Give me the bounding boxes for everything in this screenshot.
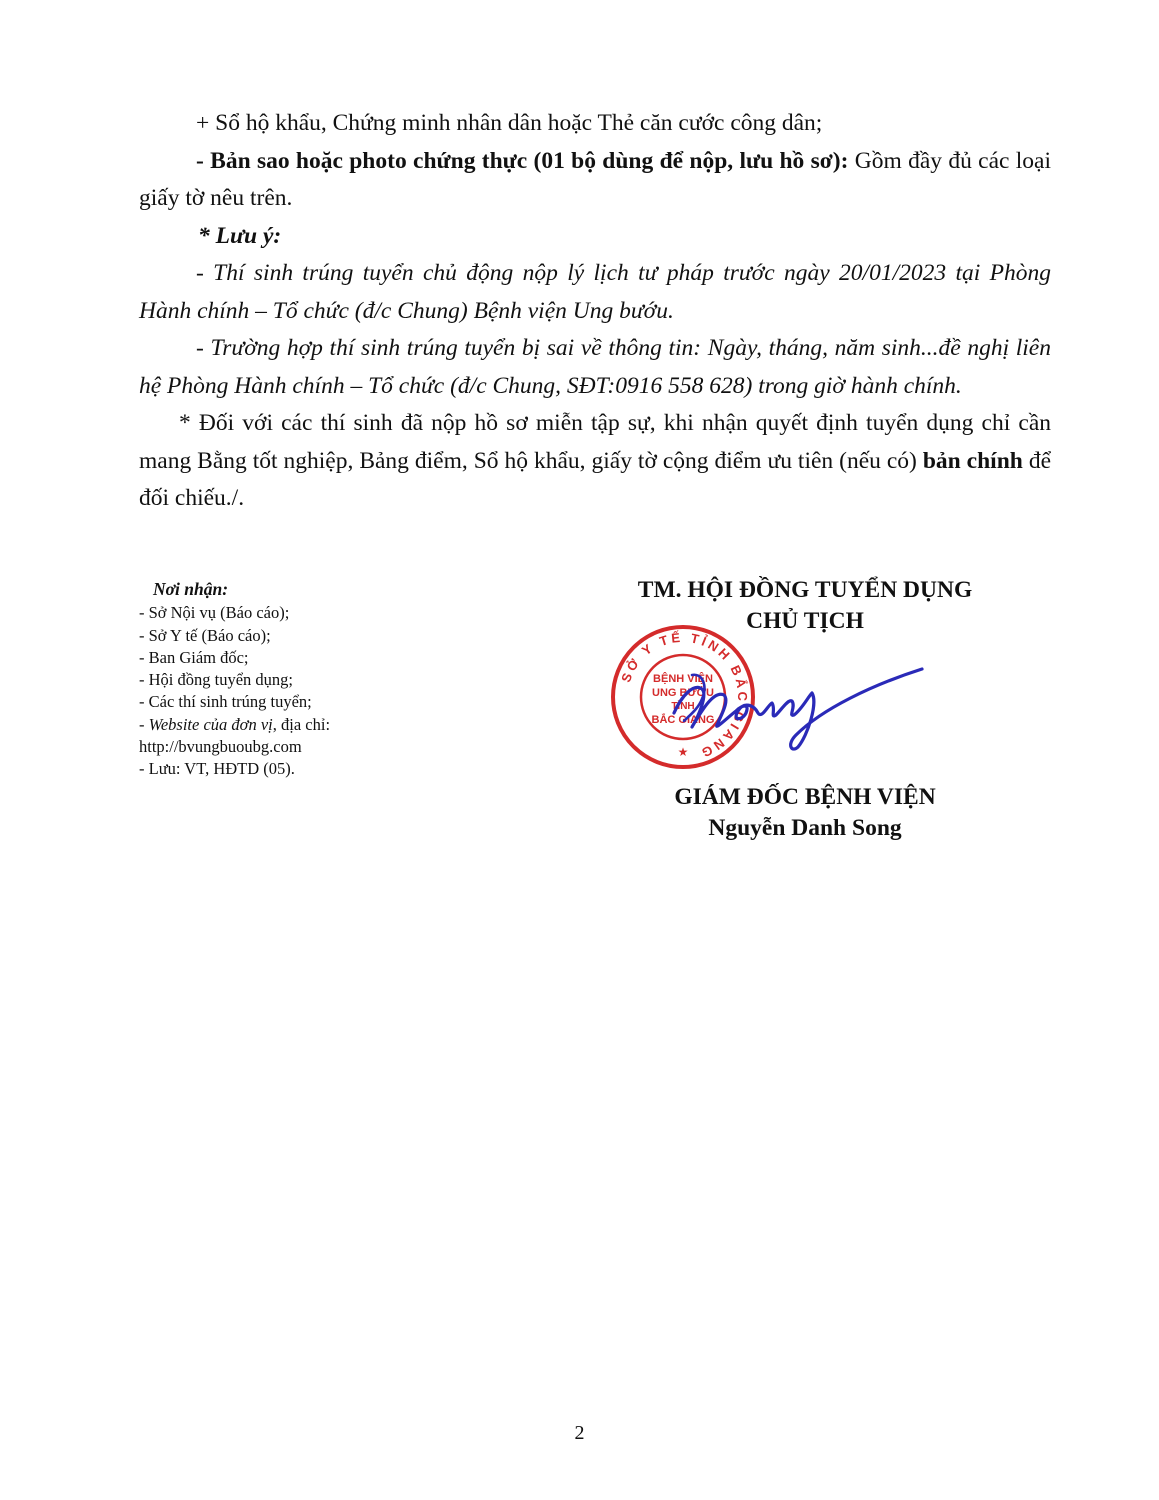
document-body [139, 105, 1051, 518]
note-heading: * Lưu ý: [198, 222, 282, 249]
seal-star-icon: ★ [677, 745, 689, 759]
recipient-item: - Hội đồng tuyển dụng; [139, 670, 293, 690]
note-item-1: - Thí sinh trúng tuyển chủ động nộp lý lịch tư pháp trước ngày 20/01/2023 tại Phòng Hành chính – Tổ chức (đ/c Chung) Bệnh viện Ung bướu. [139, 260, 1051, 324]
exempt-text-1: * Đối với các thí sinh đã nộp hồ sơ miễn tập sự, khi nhận quyết định tuyển dụng chỉ cần mang Bằng tốt nghiệp, Bảng điểm, Sổ hộ khẩu, giấy tờ cộng điểm ưu tiên (nếu có) [139, 410, 1051, 474]
director-block [560, 782, 1050, 844]
copies-rest-text: Gồm đầy đủ các loại giấy tờ nêu trên. [139, 147, 1051, 211]
director-name: Nguyễn Danh Song [708, 815, 902, 841]
signature-stroke [674, 669, 922, 749]
seal-line-1: BỆNH VIỆN [653, 673, 713, 685]
recipient-item: - Ban Giám đốc; [139, 647, 249, 667]
recipient-item: - Sở Nội vụ (Báo cáo); [139, 603, 290, 623]
paragraph-exempt [139, 405, 1051, 518]
paragraph-household [139, 105, 1051, 143]
recipient-item: - Các thí sinh trúng tuyển; [139, 692, 312, 712]
recipient-website [139, 714, 459, 736]
seal-ring-path-text: SỞ Y TẾ TỈNH BẮC GIANG [618, 629, 751, 762]
page-number: 2 [574, 1422, 585, 1444]
website-prefix: - [139, 714, 149, 734]
director-title: GIÁM ĐỐC BỆNH VIỆN [674, 784, 936, 810]
council-title: TM. HỘI ĐỒNG TUYỂN DỤNG [637, 577, 973, 603]
copies-bold-text: - Bản sao hoặc photo chứng thực (01 bộ dùng để nộp, lưu hồ sơ): [196, 147, 849, 174]
recipient-archive: - Lưu: VT, HĐTD (05). [139, 759, 295, 779]
seal-line-2: UNG BƯỚU [652, 687, 714, 699]
chairman-title: CHỦ TỊCH [746, 608, 864, 634]
exempt-bold-text: bản chính [922, 447, 1023, 474]
recipients-list [139, 578, 459, 781]
note-item-2: - Trường hợp thí sinh trúng tuyển bị sai về thông tin: Ngày, tháng, năm sinh...đề nghị liên hệ Phòng Hành chính – Tổ chức (đ/c Chung, SĐT:0916 558 628) trong giờ hành chính. [139, 335, 1051, 399]
recipients-heading: Nơi nhận: [153, 579, 229, 599]
website-url: http://bvungbuoubg.com [139, 737, 302, 757]
household-text: + Sổ hộ khẩu, Chứng minh nhân dân hoặc Thẻ căn cước công dân; [196, 110, 823, 136]
seal-line-3: TỈNH [671, 701, 695, 712]
exempt-text-2: để đối chiếu./. [139, 447, 1052, 511]
website-label: Website của đơn vị [148, 714, 273, 734]
seal-line-4: BẮC GIANG [651, 714, 715, 726]
website-suffix: , địa chỉ: [272, 714, 331, 734]
paragraph-copies [139, 143, 1051, 218]
handwritten-signature [672, 655, 932, 755]
recipient-item: - Sở Y tế (Báo cáo); [139, 625, 271, 645]
